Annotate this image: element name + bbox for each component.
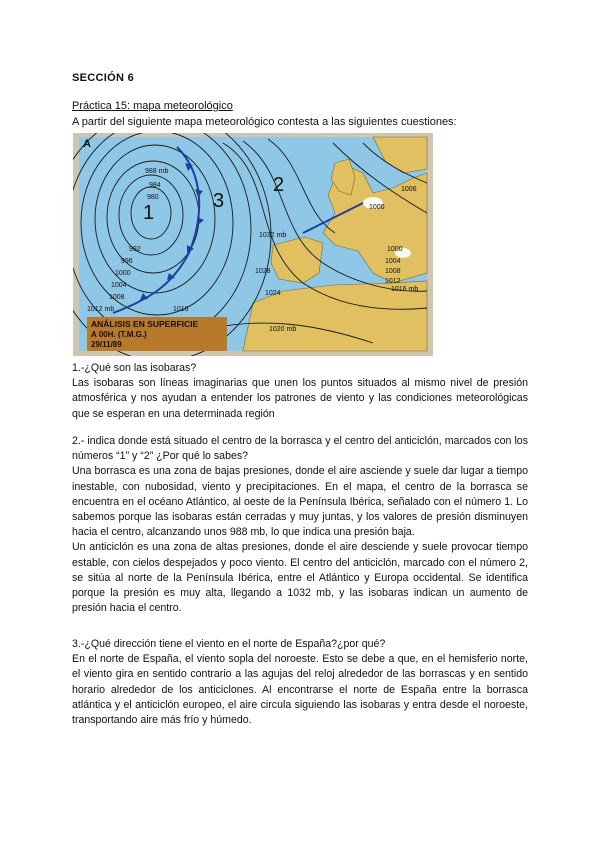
isobar-label: 992 <box>129 246 141 253</box>
isobar-label: 988 mb <box>145 168 169 175</box>
map-caption-time: A 00H. (T.M.G.) <box>91 330 147 339</box>
isobar-label: 1000 <box>387 246 403 253</box>
answer-2-anticiclon: Un anticiclón es una zona de altas presiones, donde el aire desciende y suele provocar tiempo estable, con cielos despejados y poco viento. El centro del anticiclón, marcado con el número 2, se sitúa al norte de la Península Ibérica, entre el Atlántico y Europa occidental. Se identifica porque la presión es muy alta, llegando a 1032 mb, y las isobaras indican un aumento de presión hacia el centro. <box>72 541 528 615</box>
section-title: SECCIÓN 6 <box>72 72 134 84</box>
isobar-label: 1004 <box>385 258 401 265</box>
isobar-label: 1016 mb <box>391 286 419 293</box>
isobar-label: 1020 mb <box>269 326 297 333</box>
answer-1: Las isobaras son líneas imaginarias que unen los puntos situados al mismo nivel de presión atmosférica y nos ayudan a entender los patrones de viento y las condiciones meteorológicas que se esperan en una determinada región <box>72 377 528 420</box>
isobar-label: 1006 <box>401 186 417 193</box>
question-3-block <box>72 637 528 728</box>
question-3: 3.-¿Qué dirección tiene el viento en el norte de España?¿por qué? <box>72 638 386 650</box>
isobar-label: 1012 mb <box>87 306 115 313</box>
map-label-3: 3 <box>213 190 225 212</box>
isobar-label: 1024 <box>265 290 281 297</box>
practice-title: Práctica 15: mapa meteorológico <box>72 100 233 112</box>
answer-3: En el norte de España, el viento sopla del noroeste. Esto se debe a que, en el hemisferio norte, el viento gira en sentido contrario a las agujas del reloj alrededor de las borrascas y en sentido horario alrededor de los anticiclones. Al encontrarse el norte de España entre la borrasca atlántica y el anticiclón europeo, el aire circula siguiendo las isobaras y entra desde el noroeste, transportando aire más frío y húmedo. <box>72 653 528 727</box>
isobar-label: 1016 <box>173 306 189 313</box>
question-2-block <box>72 434 528 616</box>
question-1: 1.-¿Qué son las isobaras? <box>72 362 197 374</box>
isobar-label: 1004 <box>111 282 127 289</box>
isobar-label: 1032 mb <box>259 232 287 239</box>
map-caption-date: 29/11/89 <box>91 340 122 349</box>
map-label-high: 2 <box>273 174 285 196</box>
map-caption-title: ANÁLISIS EN SUPERFICIE <box>91 319 199 329</box>
question-1-block <box>72 361 528 422</box>
intro-text: A partir del siguiente mapa meteorológico contesta a las siguientes cuestiones: <box>72 116 457 128</box>
isobar-label: 1000 <box>369 204 385 211</box>
map-corner-label: A <box>83 138 91 150</box>
isobar-label: 1012 <box>385 278 401 285</box>
isobar-label: 984 <box>149 182 161 189</box>
weather-map <box>73 133 433 356</box>
answer-2-borrasca: Una borrasca es una zona de bajas presiones, donde el aire asciende y suele dar lugar a tiempo inestable, con nubosidad, viento y precipitaciones. En el mapa, el centro de la borrasca se encuentra en el océano Atlántico, al oeste de la Península Ibérica, señalado con el número 1. Lo sabemos porque las isobaras están cerradas y muy juntas, y los valores de presión disminuyen hacia el centro, alcanzando unos 988 mb, lo que indica una presión baja. <box>72 465 528 539</box>
map-label-low: 1 <box>143 202 155 224</box>
question-2: 2.- indica donde está situado el centro de la borrasca y el centro del anticiclón, marcados con los números “1” y “2” ¿Por qué lo sabes? <box>72 435 528 463</box>
isobar-label: 980 <box>147 194 159 201</box>
isobar-label: 1008 <box>385 268 401 275</box>
isobar-label: 1008 <box>109 294 125 301</box>
isobar-label: 996 <box>121 258 133 265</box>
isobar-label: 1028 <box>255 268 271 275</box>
isobar-label: 1000 <box>115 270 131 277</box>
